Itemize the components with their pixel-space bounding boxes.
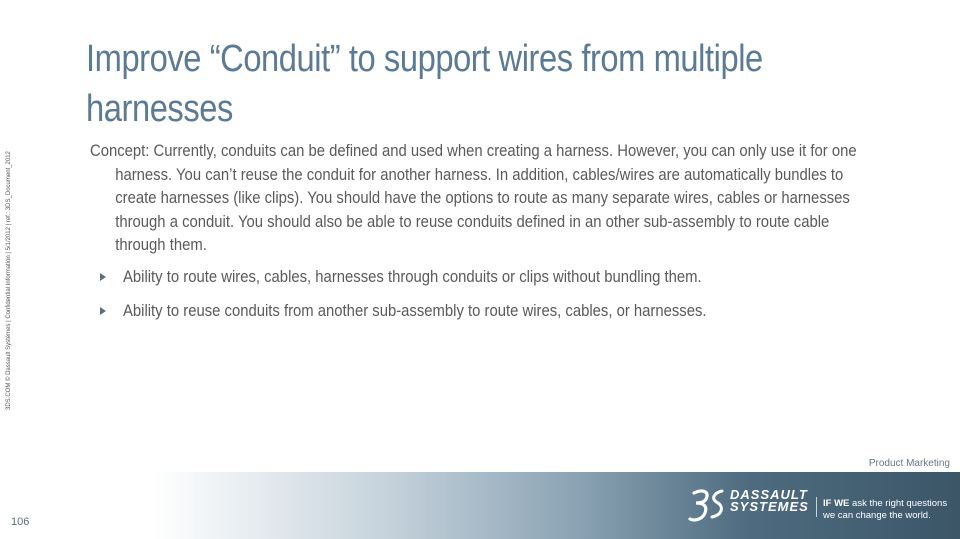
bullet-item [100, 300, 920, 334]
triangle-bullet-icon [100, 307, 106, 315]
tagline [823, 498, 947, 522]
concept-line: create harnesses (like clips). You should have the options to route as many separate wires, cables or harnesses [115, 189, 850, 207]
tagline-line-2: we can change the world. [823, 510, 931, 521]
title-line-1: Improve “Conduit” to support wires from multiple [86, 38, 763, 80]
product-marketing-label: Product Marketing [868, 458, 950, 469]
bullet-list [100, 266, 920, 334]
concept-line: Concept: Currently, conduits can be defined and used when creating a harness. However, you can only use it for one [90, 142, 857, 160]
logo-wordmark [730, 489, 809, 513]
triangle-bullet-icon [100, 273, 106, 281]
concept-line: harness. You can’t reuse the conduit for another harness. In addition, cables/wires are automatically bundles to [115, 165, 844, 184]
logo-line-2: SYSTEMES [730, 499, 809, 514]
title-line-2: harnesses [86, 88, 233, 130]
confidential-side-label: 3DS.COM © Dassault Systèmes | Confidential Information | 5/1/2012 | ref.: 3DS_Document_2012 [6, 151, 12, 410]
concept-line: through a conduit. You should also be able to reuse conduits defined in an other sub-assembly to route cable [115, 212, 830, 231]
bullet-item [100, 266, 920, 300]
tagline-strong: IF WE [823, 498, 850, 509]
tagline-line-1 [823, 498, 947, 510]
bullet-text: Ability to route wires, cables, harnesses through conduits or clips without bundling them. [123, 268, 702, 286]
concept-paragraph [90, 140, 882, 258]
bullet-text: Ability to reuse conduits from another sub-assembly to route wires, cables, or harnesses. [123, 302, 707, 320]
logo-line-1: DASSAULT [730, 487, 808, 502]
tagline-rest: ask the right questions [849, 498, 948, 509]
concept-line: through them. [115, 236, 207, 254]
footer-divider [816, 497, 817, 517]
page-number: 106 [11, 516, 30, 528]
slide-title [86, 34, 774, 134]
dassault-logo [688, 485, 828, 525]
3ds-logo-icon [688, 485, 728, 525]
